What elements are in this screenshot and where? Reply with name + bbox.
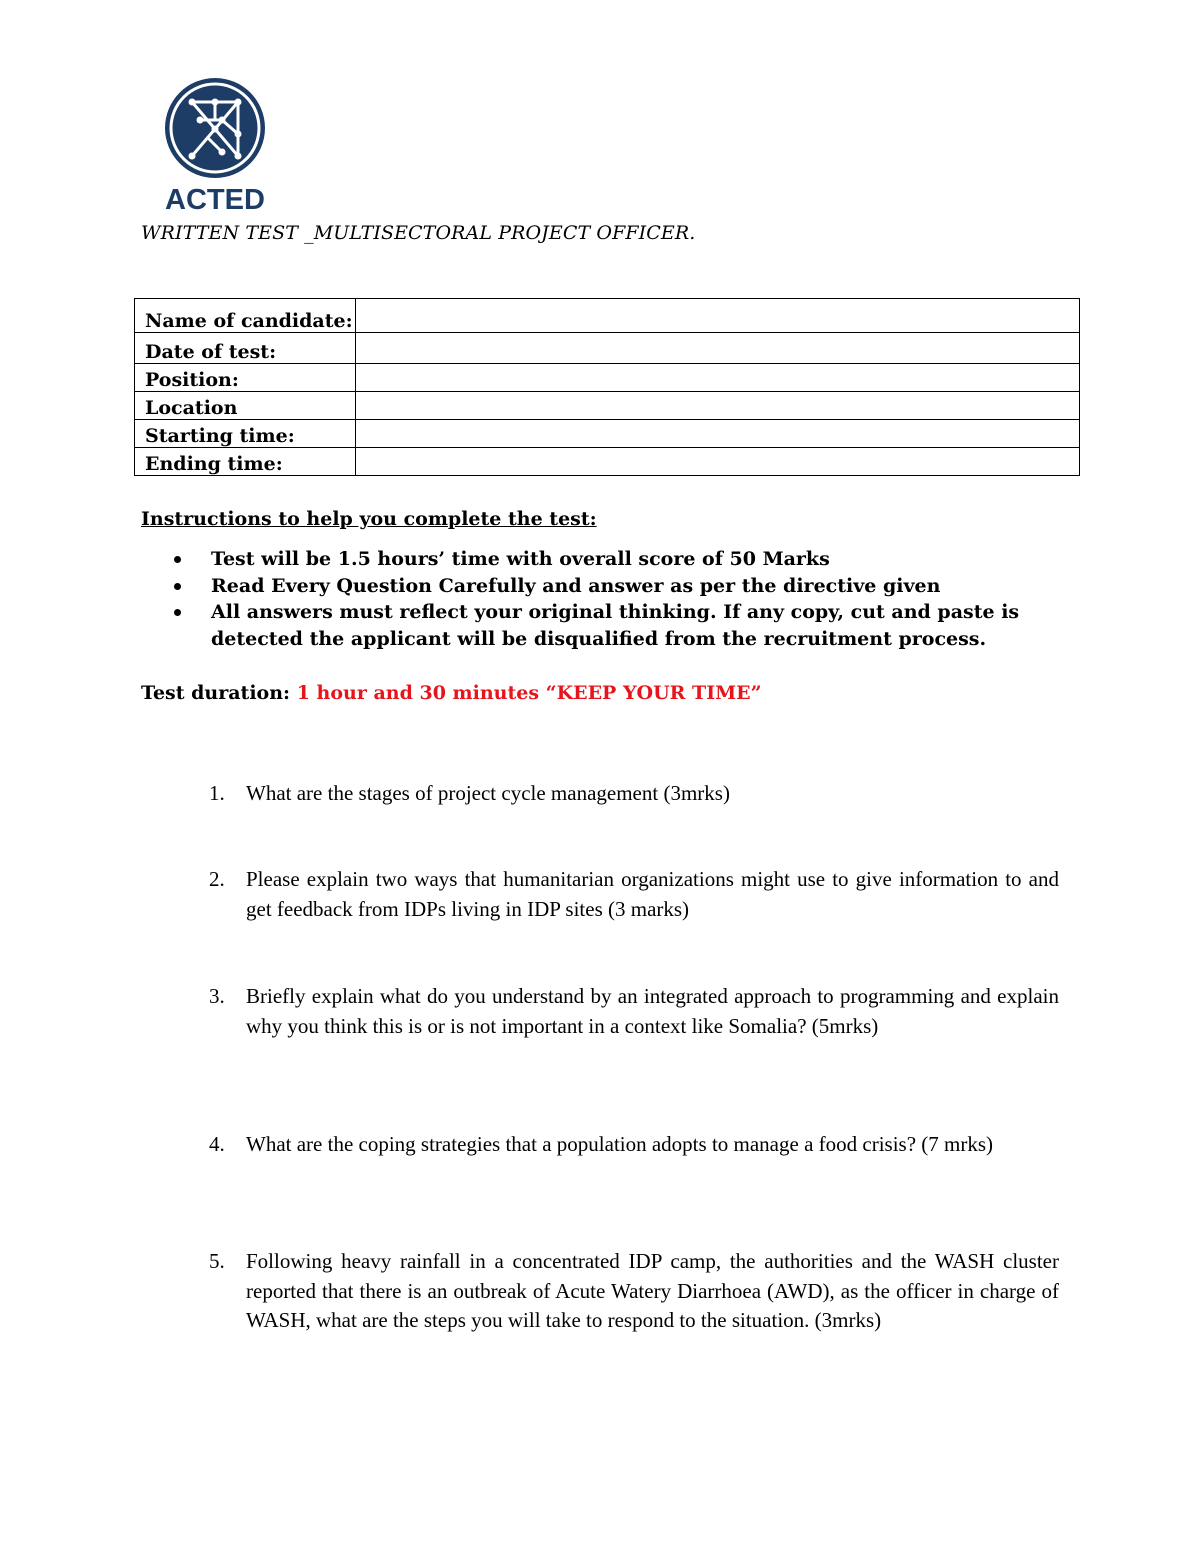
location-label: Location xyxy=(135,392,356,420)
name-label: Name of candidate: xyxy=(135,299,356,333)
location-field[interactable] xyxy=(356,392,1080,420)
question-item xyxy=(209,865,1059,924)
instructions-heading: Instructions to help you complete the test: xyxy=(141,508,597,530)
question-text: Following heavy rainfall in a concentrated IDP camp, the authorities and the WASH cluster reported that there is an outbreak of Acute Watery Diarrhoea (AWD), as the officer in charge of WASH, what are the steps you will take to respond to the situation. (3mrks) xyxy=(246,1249,1059,1332)
starting-time-field[interactable] xyxy=(356,420,1080,448)
duration-value: 1 hour and 30 minutes “KEEP YOUR TIME” xyxy=(296,682,762,704)
ending-time-field[interactable] xyxy=(356,448,1080,476)
duration-label: Test duration: xyxy=(141,682,291,704)
instruction-text: All answers must reflect your original thinking. If any copy, cut and paste is detected the applicant will be disqualified from the recruitment process. xyxy=(211,601,1020,650)
logo-text: ACTED xyxy=(165,184,265,214)
acted-logo xyxy=(160,76,270,214)
question-number: 1. xyxy=(209,781,225,805)
date-field[interactable] xyxy=(356,333,1080,364)
question-item xyxy=(209,779,1059,809)
instruction-text: Test will be 1.5 hours’ time with overall score of 50 Marks xyxy=(211,548,830,570)
document-title: WRITTEN TEST _MULTISECTORAL PROJECT OFFICER. xyxy=(141,222,696,244)
table-row xyxy=(135,392,1080,420)
question-number: 2. xyxy=(209,867,225,891)
table-row xyxy=(135,364,1080,392)
bullet-icon xyxy=(174,556,181,563)
question-text: What are the stages of project cycle management (3mrks) xyxy=(246,781,730,805)
question-item xyxy=(209,1130,1059,1160)
ending-time-label: Ending time: xyxy=(135,448,356,476)
table-row xyxy=(135,299,1080,333)
position-field[interactable] xyxy=(356,364,1080,392)
candidate-info-table xyxy=(134,298,1080,476)
table-row xyxy=(135,333,1080,364)
position-label: Position: xyxy=(135,364,356,392)
acted-logo-graphic xyxy=(160,76,270,214)
bullet-icon xyxy=(174,583,181,590)
list-item xyxy=(168,599,1068,652)
question-number: 4. xyxy=(209,1132,225,1156)
bullet-icon xyxy=(174,609,181,616)
question-number: 5. xyxy=(209,1249,225,1273)
table-row xyxy=(135,420,1080,448)
name-field[interactable] xyxy=(356,299,1080,333)
list-item xyxy=(168,573,1068,600)
table-row xyxy=(135,448,1080,476)
instructions-list xyxy=(168,546,1068,652)
question-item xyxy=(209,982,1059,1041)
question-text: Briefly explain what do you understand by an integrated approach to programming and explain why you think this is or is not important in a context like Somalia? (5mrks) xyxy=(246,984,1059,1038)
test-duration xyxy=(141,682,762,704)
question-item xyxy=(209,1247,1059,1336)
question-text: What are the coping strategies that a population adopts to manage a food crisis? (7 mrks) xyxy=(246,1132,994,1156)
instruction-text: Read Every Question Carefully and answer as per the directive given xyxy=(211,574,941,597)
date-label: Date of test: xyxy=(135,333,356,364)
starting-time-label: Starting time: xyxy=(135,420,356,448)
question-number: 3. xyxy=(209,984,225,1008)
list-item xyxy=(168,546,1068,573)
question-text: Please explain two ways that humanitarian organizations might use to give information to and get feedback from IDPs living in IDP sites (3 marks) xyxy=(246,867,1059,921)
